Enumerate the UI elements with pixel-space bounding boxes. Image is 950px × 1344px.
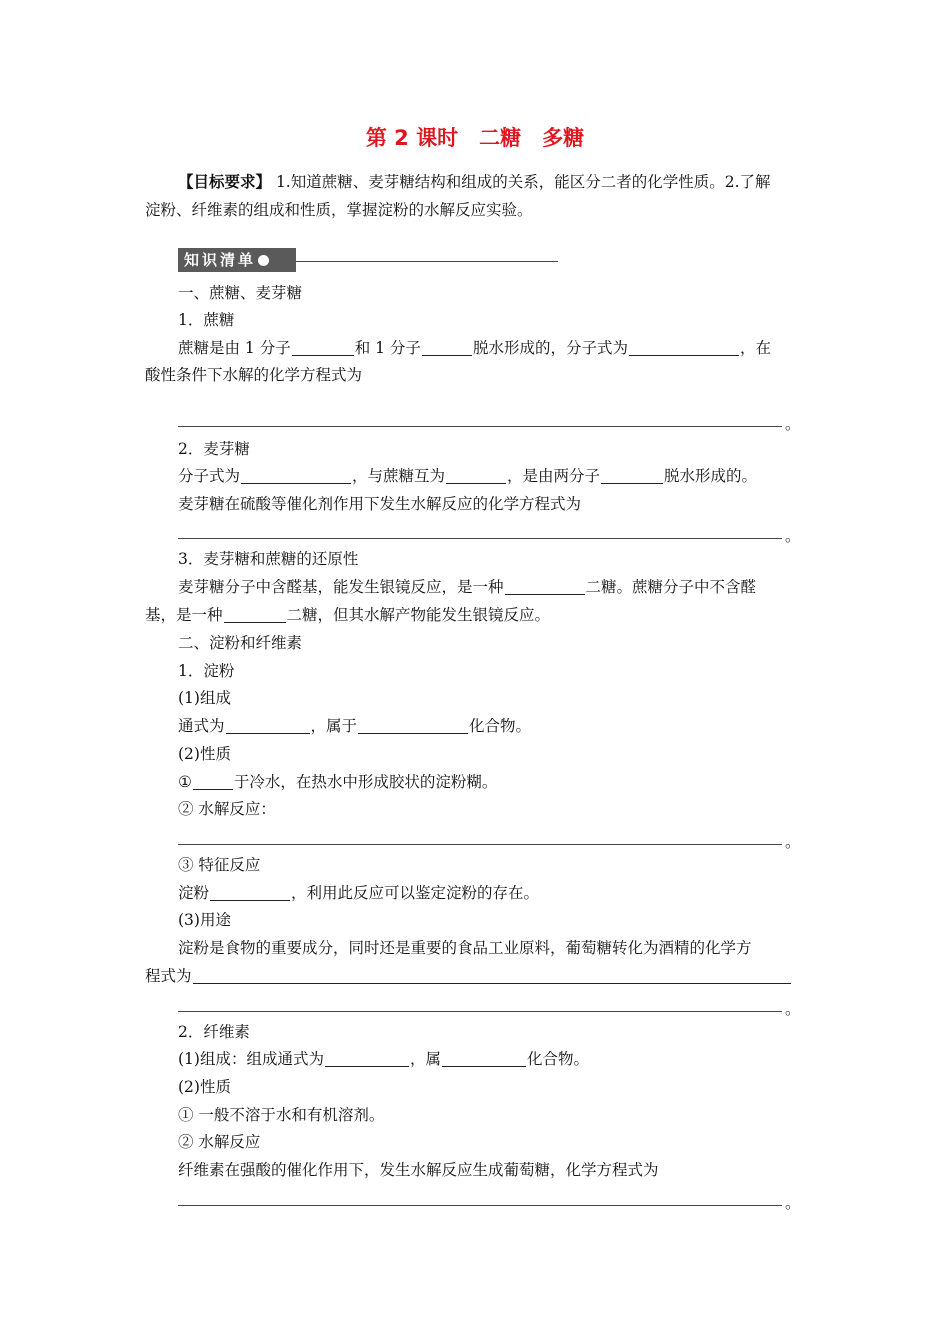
text: ，是由两分子 xyxy=(507,467,601,485)
end-mark: 。 xyxy=(785,1000,801,1018)
sec2-sub2: 2．纤维素 xyxy=(178,1023,250,1041)
text: 二糖，但其水解产物能发生银镜反应。 xyxy=(286,606,551,624)
goal-line-1 xyxy=(178,171,771,193)
blank-field[interactable] xyxy=(446,467,506,484)
text: 分子式为 xyxy=(178,467,241,485)
text: 程式为 xyxy=(145,967,192,985)
blank-field[interactable] xyxy=(292,339,354,356)
sec2-s3: (3)用途 xyxy=(178,911,231,929)
text: 基，是一种 xyxy=(145,606,223,624)
text: 通式为 xyxy=(178,717,225,735)
blank-field[interactable] xyxy=(325,1050,409,1067)
text: 淀粉 xyxy=(178,884,210,902)
sec2-u2 xyxy=(145,965,792,987)
sec1-p2-line2: 麦芽糖在硫酸等催化剂作用下发生水解反应的化学方程式为 xyxy=(178,495,582,513)
sec1-sub3: 3．麦芽糖和蔗糖的还原性 xyxy=(178,550,359,568)
sec2-s1: (1)组成 xyxy=(178,689,231,707)
sec2-c1 xyxy=(178,715,531,737)
blank-field[interactable] xyxy=(226,717,310,734)
sec1-heading: 一、蔗糖、麦芽糖 xyxy=(178,284,303,302)
text: 化合物。 xyxy=(526,1050,589,1068)
goal-text-1: 1.知道蔗糖、麦芽糖结构和组成的关系，能区分二者的化学性质。2.了解 xyxy=(271,173,771,191)
blank-field[interactable] xyxy=(601,467,663,484)
sec2-q2: ② 水解反应： xyxy=(178,800,276,818)
text: 和 1 分子 xyxy=(354,339,421,357)
page-title: 第 2 课时 二糖 多糖 xyxy=(365,126,585,150)
sec2-heading: 二、淀粉和纤维素 xyxy=(178,634,303,652)
sec2-q3: ③ 特征反应 xyxy=(178,856,261,874)
blank-field[interactable] xyxy=(505,578,585,595)
section-badge xyxy=(178,248,296,272)
blank-field[interactable] xyxy=(629,339,739,356)
answer-line[interactable] xyxy=(178,537,782,539)
answer-line[interactable] xyxy=(178,1010,782,1012)
sec1-p3-line1 xyxy=(178,576,756,598)
text: 麦芽糖分子中含醛基，能发生银镜反应，是一种 xyxy=(178,578,504,596)
end-mark: 。 xyxy=(785,527,801,545)
text: 蔗糖是由 1 分子 xyxy=(178,339,291,357)
sec2-s2: (2)性质 xyxy=(178,745,231,763)
end-mark: 。 xyxy=(785,1194,801,1212)
sec2-q1 xyxy=(178,771,497,793)
sec1-sub2: 2．麦芽糖 xyxy=(178,440,250,458)
answer-line[interactable] xyxy=(178,843,782,845)
sec2-f5: 纤维素在强酸的催化作用下，发生水解反应生成葡萄糖，化学方程式为 xyxy=(178,1161,659,1179)
end-mark: 。 xyxy=(785,833,801,851)
text: ，在 xyxy=(739,339,771,357)
blank-field[interactable] xyxy=(358,717,468,734)
sec2-sub1: 1．淀粉 xyxy=(178,662,235,680)
text: ，与蔗糖互为 xyxy=(352,467,446,485)
sec2-f3: ① 一般不溶于水和有机溶剂。 xyxy=(178,1106,385,1124)
text: 二糖。蔗糖分子中不含醛 xyxy=(585,578,757,596)
sec2-f2: (2)性质 xyxy=(178,1078,231,1096)
text: ，属于 xyxy=(310,717,358,735)
text: 于冷水，在热水中形成胶状的淀粉糊。 xyxy=(233,773,498,791)
text: 化合物。 xyxy=(469,717,532,735)
blank-field[interactable] xyxy=(193,967,791,984)
text: ① xyxy=(178,773,192,791)
sec2-q3-text xyxy=(178,882,539,904)
badge-divider xyxy=(296,261,558,262)
sec1-sub1: 1．蔗糖 xyxy=(178,311,235,329)
end-mark: 。 xyxy=(785,415,801,433)
sec1-p2-line1 xyxy=(178,465,757,487)
text: ，利用此反应可以鉴定淀粉的存在。 xyxy=(291,884,540,902)
sec1-p3-line2 xyxy=(145,604,550,626)
blank-field[interactable] xyxy=(210,884,290,901)
answer-line[interactable] xyxy=(178,425,782,427)
blank-field[interactable] xyxy=(193,773,233,790)
text: (1)组成：组成通式为 xyxy=(178,1050,324,1068)
blank-field[interactable] xyxy=(241,467,351,484)
text: 脱水形成的，分子式为 xyxy=(472,339,628,357)
answer-line[interactable] xyxy=(178,1204,782,1206)
sec2-u1: 淀粉是食物的重要成分，同时还是重要的食品工业原料，葡萄糖转化为酒精的化学方 xyxy=(178,939,752,957)
sec1-p1-line2: 酸性条件下水解的化学方程式为 xyxy=(145,366,363,384)
text: 脱水形成的。 xyxy=(664,467,758,485)
blank-field[interactable] xyxy=(224,606,286,623)
section-badge-label: 知识清单 xyxy=(184,251,257,269)
sec1-p1-line1 xyxy=(178,337,771,359)
text: ，属 xyxy=(409,1050,441,1068)
sec2-f1 xyxy=(178,1048,589,1070)
sec2-f4: ② 水解反应 xyxy=(178,1133,261,1151)
bullet-icon xyxy=(258,255,269,266)
blank-field[interactable] xyxy=(422,339,472,356)
blank-field[interactable] xyxy=(442,1050,526,1067)
goal-line-2: 淀粉、纤维素的组成和性质，掌握淀粉的水解反应实验。 xyxy=(145,201,533,219)
goal-label: 【目标要求】 xyxy=(178,172,272,191)
